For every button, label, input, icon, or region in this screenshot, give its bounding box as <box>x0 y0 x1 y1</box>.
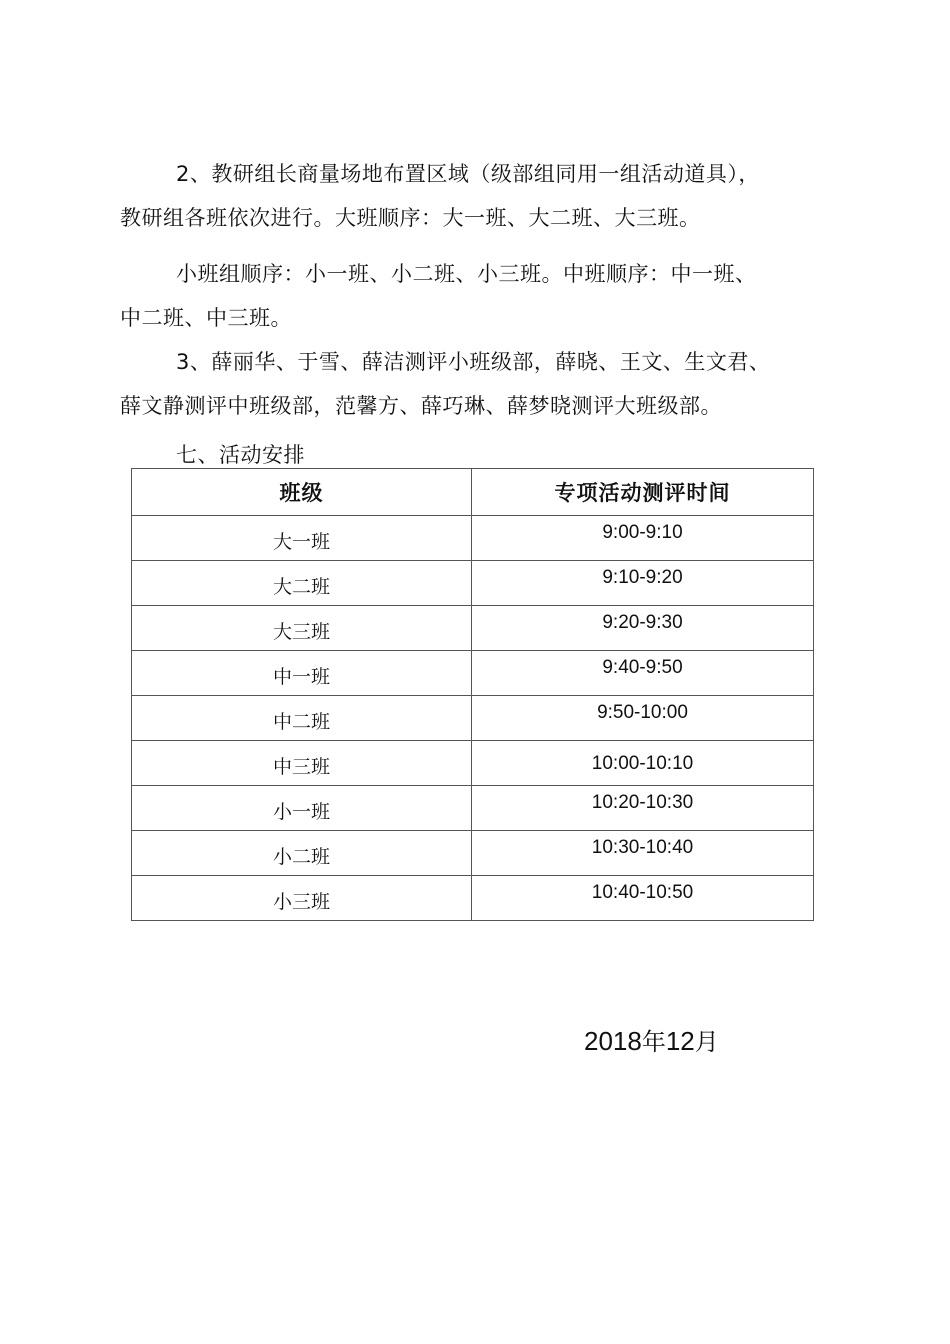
class-cell: 中二班 <box>132 696 472 741</box>
table-row <box>132 606 814 651</box>
time-cell: 9:40-9:50 <box>472 651 814 696</box>
class-cell: 中三班 <box>132 741 472 786</box>
table-row <box>132 786 814 831</box>
time-cell: 10:20-10:30 <box>472 786 814 831</box>
table-row <box>132 696 814 741</box>
class-cell: 小二班 <box>132 831 472 876</box>
paragraph-arrangement-order <box>120 152 840 240</box>
paragraph-evaluators <box>120 340 840 428</box>
text-line: 3、薛丽华、于雪、薛洁测评小班级部，薛晓、王文、生文君、 <box>176 350 771 374</box>
table-row <box>132 651 814 696</box>
class-cell: 小三班 <box>132 876 472 921</box>
class-cell: 中一班 <box>132 651 472 696</box>
table-row <box>132 831 814 876</box>
table-row <box>132 561 814 606</box>
time-cell: 9:10-9:20 <box>472 561 814 606</box>
time-cell: 10:00-10:10 <box>472 741 814 786</box>
text-line: 小班组顺序：小一班、小二班、小三班。中班顺序：中一班、 <box>176 262 757 286</box>
document-date <box>584 1022 719 1057</box>
table-row <box>132 516 814 561</box>
text-line: 2、教研组长商量场地布置区域（级部组同用一组活动道具）， <box>176 162 760 186</box>
date-month-unit: 月 <box>694 1028 719 1056</box>
text-line: 中二班、中三班。 <box>120 306 292 330</box>
column-header-class: 班级 <box>132 469 472 516</box>
date-month: 12 <box>665 1026 695 1056</box>
class-cell: 大二班 <box>132 561 472 606</box>
class-cell: 大一班 <box>132 516 472 561</box>
time-cell: 9:20-9:30 <box>472 606 814 651</box>
table-row <box>132 741 814 786</box>
date-year-unit: 年 <box>641 1028 666 1056</box>
text-line: 教研组各班依次进行。大班顺序：大一班、大二班、大三班。 <box>120 206 701 230</box>
schedule-table <box>131 468 814 921</box>
column-header-time: 专项活动测评时间 <box>472 469 814 516</box>
table-header-row <box>132 469 814 516</box>
time-cell: 9:50-10:00 <box>472 696 814 741</box>
class-cell: 大三班 <box>132 606 472 651</box>
paragraph-class-order <box>120 252 840 340</box>
time-cell: 10:40-10:50 <box>472 876 814 921</box>
time-cell: 10:30-10:40 <box>472 831 814 876</box>
table-row <box>132 876 814 921</box>
text-line: 薛文静测评中班级部，范馨方、薛巧琳、薛梦晓测评大班级部。 <box>120 394 722 418</box>
class-cell: 小一班 <box>132 786 472 831</box>
section-heading: 七、活动安排 <box>176 443 305 467</box>
date-year: 2018 <box>584 1026 642 1056</box>
time-cell: 9:00-9:10 <box>472 516 814 561</box>
